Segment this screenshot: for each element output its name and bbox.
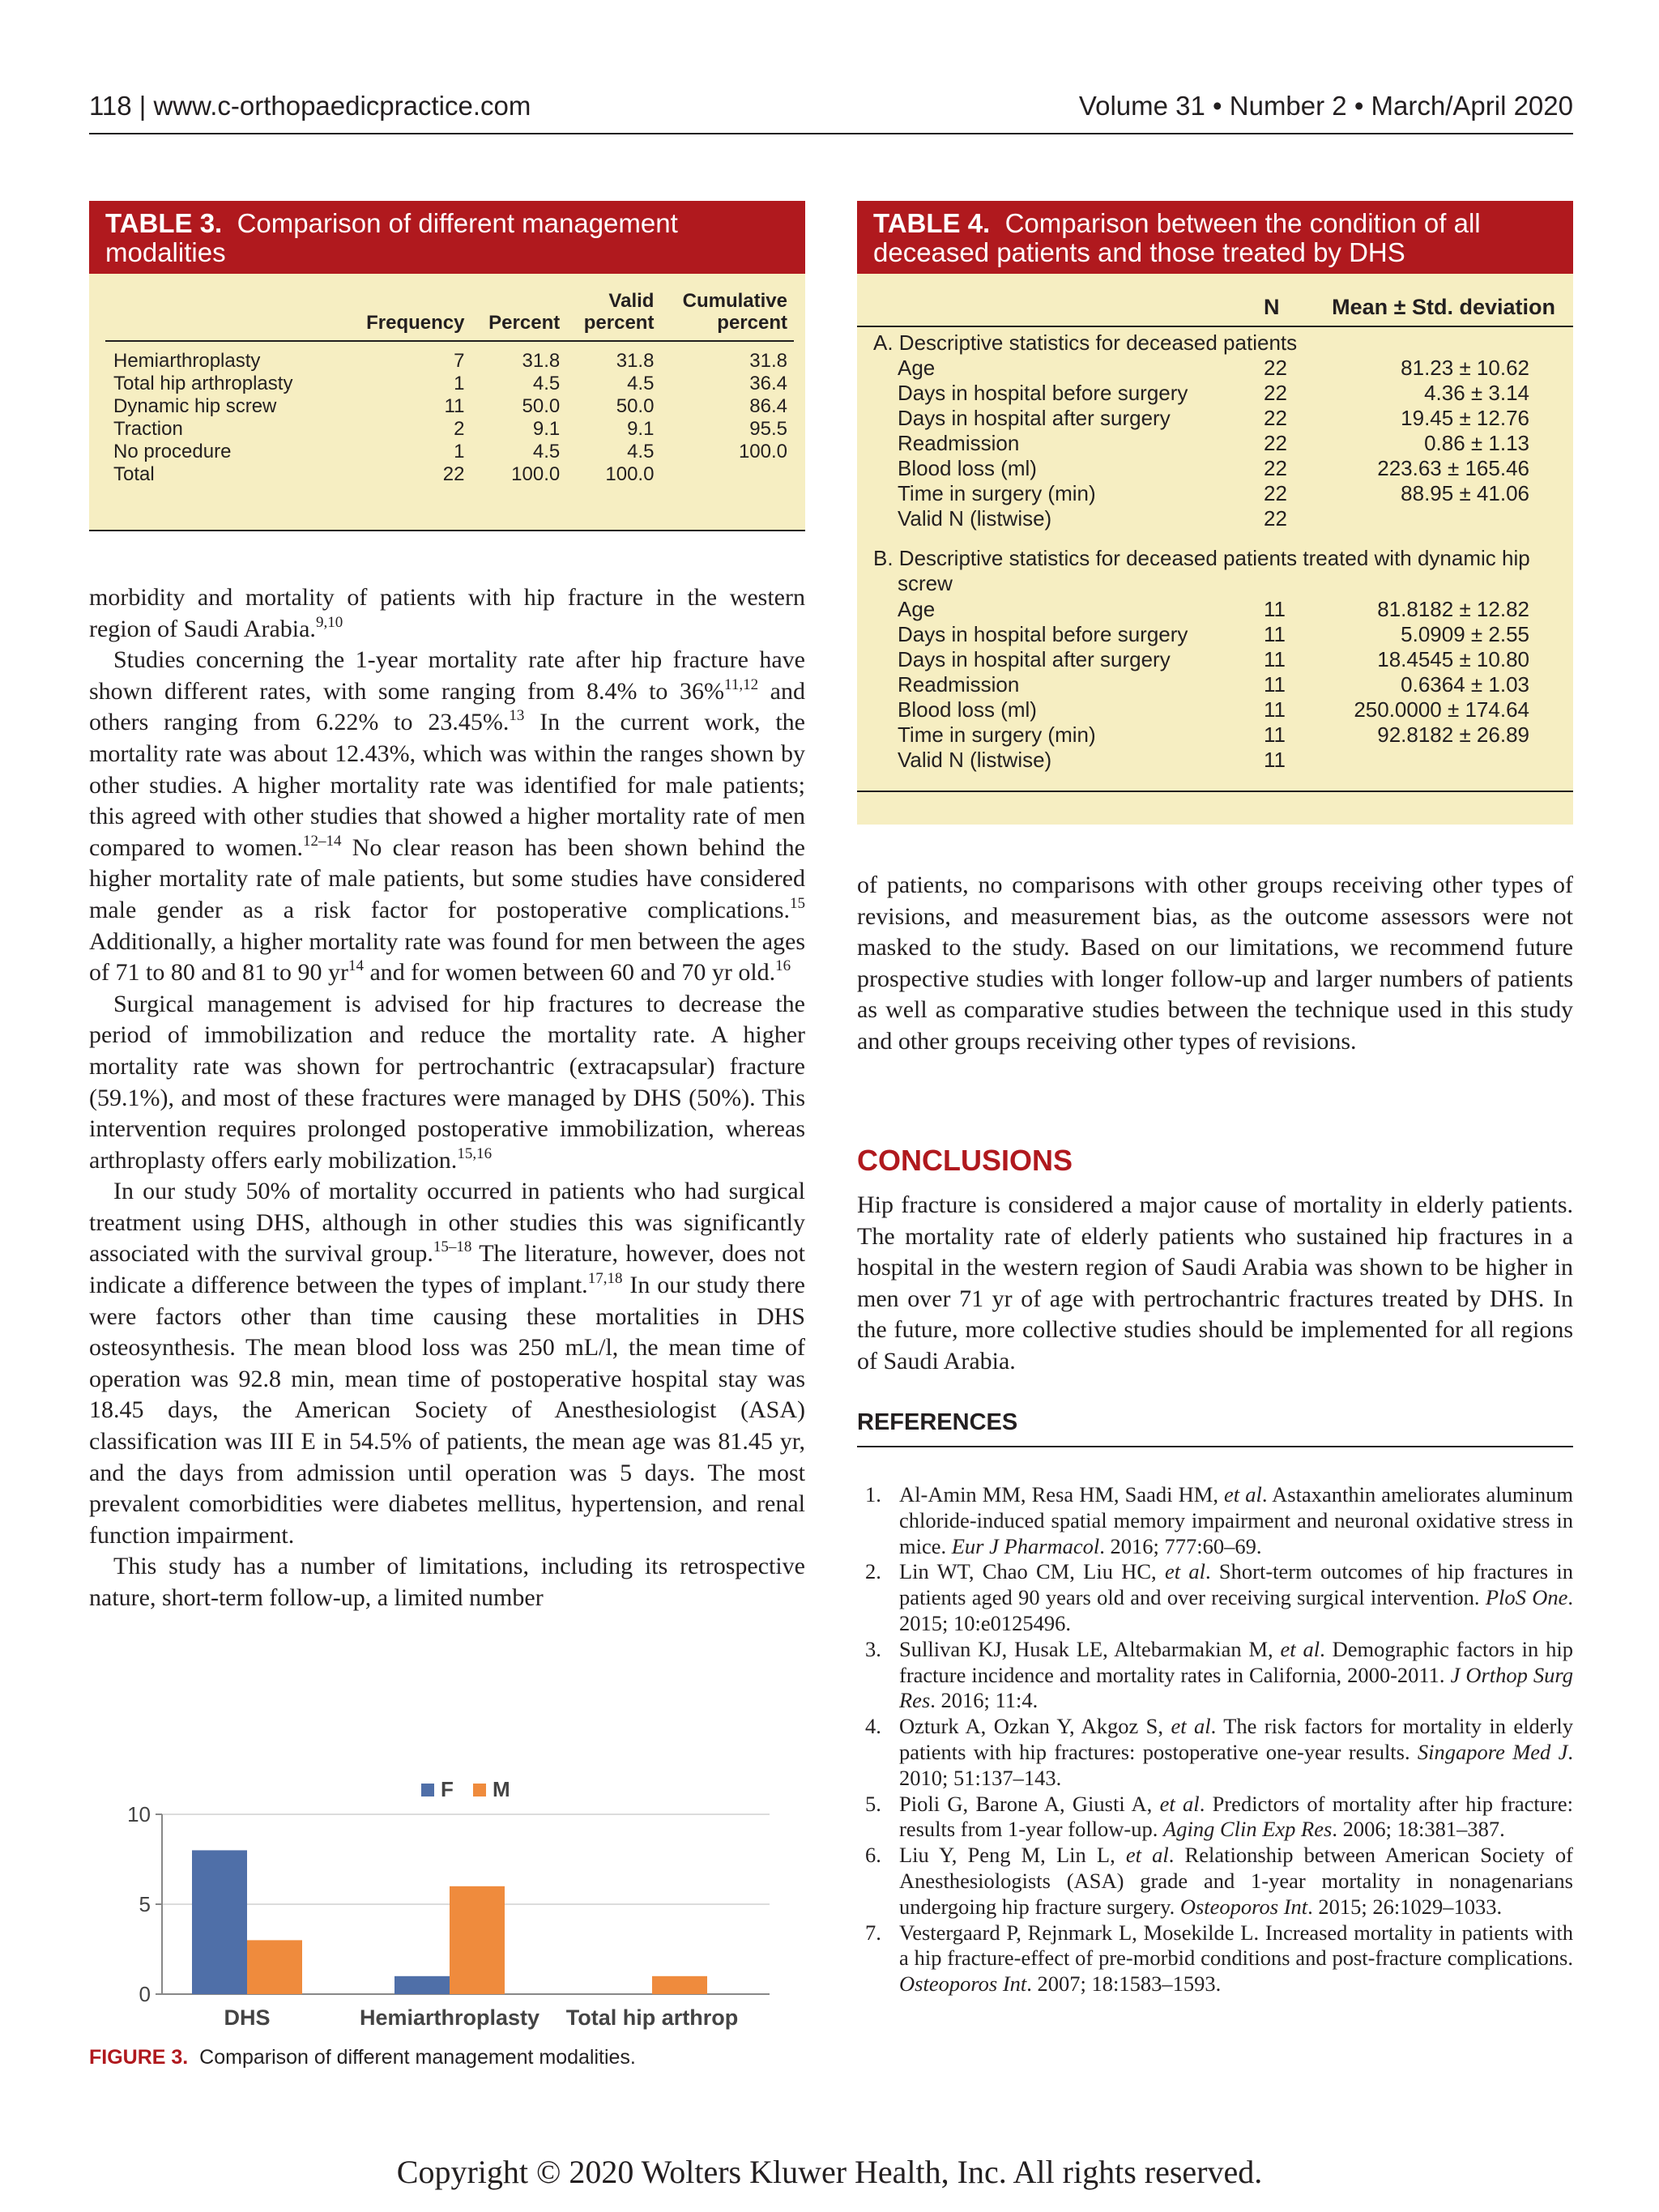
header-rule <box>89 133 1573 134</box>
chart-bars <box>192 1850 707 1994</box>
table-row-total: Total 22 100.0 100.0 <box>113 463 655 485</box>
reference-item: 1. Al-Amin MM, Resa HM, Saadi HM, et al. Astaxanthin ameliorates aluminum chloride-induced spatial memory impairment and neuronal oxidative stress in mice. Eur J Pharmacol. 2016; 777:60–69. <box>865 1482 1573 1558</box>
figure-3-label: FIGURE 3. <box>89 2046 189 2069</box>
col-percent: Percent <box>471 290 566 341</box>
table-row: Readmission 11 0.6364 ± 1.03 <box>898 672 1529 697</box>
reference-item: 6. Liu Y, Peng M, Lin L, et al. Relationship between American Society of Anesthesiologists (ASA) grade and 1-year mortality in nonagenarians undergoing hip fracture surgery. Osteoporos Int. 2015; 26:1029–1033. <box>865 1843 1573 1919</box>
y-tick-label: 0 <box>139 1982 151 2006</box>
figure-3-caption-text: Comparison of different management modalities. <box>199 2046 636 2069</box>
copyright-notice: Copyright © 2020 Wolters Kluwer Health, Inc. All rights reserved. <box>396 2154 1263 2190</box>
x-category-label: Total hip arthrop <box>565 2005 739 2030</box>
table-row: Days in hospital after surgery 22 19.45 ± 12.76 <box>898 406 1529 430</box>
y-tick-label: 10 <box>127 1802 151 1826</box>
chart-legend <box>421 1777 510 1801</box>
references-heading: REFERENCES <box>857 1409 1018 1435</box>
running-header <box>89 91 1573 131</box>
x-category-label: Hemiarthroplasty <box>359 2005 540 2030</box>
paragraph: Surgical management is advised for hip fractures to decrease the period of immobilization and reduce the mortality rate. A higher mortality rate was shown for pertrochantric (extracapsular) fracture (59.1%), and most of these fractures were managed by DHS (50%). This intervention requires prolonged postoperative immobilization, whereas arthroplasty offers early mobilization.$^{15,16}$ <box>89 990 805 1174</box>
table-row: Time in surgery (min) 22 88.95 ± 41.06 <box>898 481 1529 505</box>
bar-chart <box>89 1766 805 2033</box>
reference-item: 4. Ozturk A, Ozkan Y, Akgoz S, et al. The risk factors for mortality in elderly patients with hip fractures: postoperative one-year results. Singapore Med J. 2010; 51:137–143. <box>865 1714 1573 1790</box>
references-list <box>857 1482 1573 1997</box>
bar-m <box>652 1976 707 1994</box>
journal-issue: Volume 31 • Number 2 • March/April 2020 <box>1078 91 1573 121</box>
table-row: Blood loss (ml) 11 250.0000 ± 174.64 <box>898 697 1529 722</box>
figure-3-chart <box>89 1766 805 2033</box>
table-row: Valid N (listwise) 22 <box>898 506 1287 531</box>
table-header-row <box>105 290 794 341</box>
table-4-caption <box>857 201 1573 274</box>
table-row: Hemiarthroplasty 7 31.8 31.8 31.8 <box>113 350 787 372</box>
table-3 <box>89 201 805 531</box>
legend-label-f: F <box>441 1777 454 1801</box>
reference-item: 5. Pioli G, Barone A, Giusti A, et al. Predictors of mortality after hip fracture: results from 1-year follow-up. Aging Clin Exp Res. 2006; 18:381–387. <box>865 1791 1573 1842</box>
table-row: Time in surgery (min) 11 92.8182 ± 26.89 <box>898 722 1529 747</box>
legend-swatch-m <box>473 1784 486 1796</box>
table-3-bottom-rule <box>89 530 805 531</box>
table-header-row <box>857 288 1573 327</box>
reference-item: 2. Lin WT, Chao CM, Liu HC, et al. Short-term outcomes of hip fractures in patients aged 90 years old and over receiving surgical intervention. PloS One. 2015; 10:e0125496. <box>865 1559 1573 1635</box>
table-4 <box>857 201 1573 825</box>
paragraph: This study has a number of limitations, including its retrospective nature, short-term follow-up, a limited number <box>89 1553 805 1611</box>
table-4-label: TABLE 4. <box>873 208 991 238</box>
table-row: Total hip arthroplasty 1 4.5 4.5 36.4 <box>113 373 787 394</box>
table-4-bottom-rule <box>857 791 1573 792</box>
bar-m <box>450 1886 505 1994</box>
col-mean-sd: Mean ± Std. deviation <box>1332 295 1555 319</box>
y-tick-label: 5 <box>139 1892 151 1916</box>
table-row: Age 11 81.8182 ± 12.82 <box>898 597 1529 621</box>
table-row: Valid N (listwise) 11 <box>898 748 1286 772</box>
paragraph: morbidity and mortality of patients with hip fracture in the western region of Saudi Arabia.$^{9,10}$ <box>89 584 805 642</box>
table-4-title: Comparison between the condition of all deceased patients and those treated by DHS <box>873 208 1481 267</box>
legend-swatch-f <box>421 1784 434 1796</box>
conclusions-heading: CONCLUSIONS <box>857 1144 1073 1177</box>
section-b-heading: B. Descriptive statistics for deceased patients treated with dynamic hip screw <box>873 546 1530 595</box>
table-row: Readmission 22 0.86 ± 1.13 <box>898 431 1529 455</box>
col-valid-percent: Valid percent <box>566 290 660 341</box>
left-column-text <box>89 582 805 1614</box>
col-n: N <box>1264 295 1280 319</box>
table-3-label: TABLE 3. <box>105 208 223 238</box>
col-cumulative-percent: Cumulative percent <box>660 290 794 341</box>
table-row: Days in hospital before surgery 11 5.0909 ± 2.55 <box>898 622 1529 646</box>
paragraph: Studies concerning the 1-year mortality rate after hip fracture have shown different rates, with some ranging from 8.4% to 36%$^{11,12}$ and others ranging from 6.22% to 23.45%.$^{13}$ In the current work, the mortality rate was about 12.43%, which was within the ranges shown by other studies. A higher mortality rate was identified for male patients; this agreed with other studies that showed a higher mortality rate of men compared to women.$^{12-14}$ No clear reason has been shown behind the higher mortality rate of male patients, but some studies have considered male gender as a risk factor for postoperative complications.$^{15}$ Additionally, a higher mortality rate was found for men between the ages of 71 to 80 and 81 to 90 $yr^{14}$ and for women between 60 and 70 yr old.$^{16}$ <box>89 646 805 987</box>
paragraph: of patients, no comparisons with other groups receiving other types of revisions, and measurement bias, as the outcome assessors were not masked to the study. Based on our limitations, we recommend future prospective studies with longer follow-up and larger numbers of patients as well as comparative studies between the technique used in this study and other groups receiving other types of revisions. <box>857 872 1573 1055</box>
references-rule <box>857 1446 1573 1447</box>
table-row: No procedure 1 4.5 4.5 100.0 <box>113 441 787 462</box>
paragraph: Hip fracture is considered a major cause of mortality in elderly patients. The mortality rate of elderly patients who sustained hip fractures in a hospital in the western region of Saudi Arabia was shown to be higher in men over 71 yr of age with pertrochantric fractures treated by DHS. In the future, more collective studies should be implemented for all regions of Saudi Arabia. <box>857 1191 1573 1375</box>
reference-item: 3. Sullivan KJ, Husak LE, Altebarmakian M, et al. Demographic factors in hip fracture incidence and mortality rates in California, 2000-2011. J Orthop Surg Res. 2016; 11:4. <box>865 1636 1574 1713</box>
x-category-label: DHS <box>224 2005 271 2030</box>
table-3-grid <box>105 290 794 486</box>
section-a-heading: A. Descriptive statistics for deceased patients <box>873 330 1298 355</box>
right-column-text <box>857 870 1573 1058</box>
table-row: Days in hospital before surgery 22 4.36 ± 3.14 <box>898 381 1529 405</box>
table-row: Blood loss (ml) 22 223.63 ± 165.46 <box>898 456 1529 480</box>
table-row: Age 22 81.23 ± 10.62 <box>898 356 1529 380</box>
bar-m <box>247 1940 302 1994</box>
legend-label-m: M <box>493 1777 510 1801</box>
chart-x-labels <box>224 2005 738 2030</box>
table-row: Traction 2 9.1 9.1 95.5 <box>113 418 787 440</box>
conclusions-text <box>857 1190 1573 1378</box>
table-row: Days in hospital after surgery 11 18.4545 ± 10.80 <box>898 647 1529 671</box>
table-3-caption <box>89 201 805 274</box>
reference-item: 7. Vestergaard P, Rejnmark L, Mosekilde L. Increased mortality in patients with a hip fracture-effect of pre-morbid conditions and post-fracture complications. Osteoporos Int. 2007; 18:1583–1593. <box>865 1920 1573 1997</box>
col-frequency: Frequency <box>345 290 471 341</box>
paragraph: In our study 50% of mortality occurred in patients who had surgical treatment using DHS, although in other studies this was significantly associated with the survival group.$^{15-18}$ The literature, however, does not indicate a difference between the types of implant.$^{17,18}$ In our study there were factors other than time causing these mortalities in DHS osteosynthesis. The mean blood loss was 250 mL/l, the mean time of operation was 92.8 min, mean time of postoperative hospital stay was 18.45 days, the American Society of Anesthesiologist (ASA) classification was III E in 54.5% of patients, the mean age was 81.45 yr, and the days from admission until operation was 5 days. The most prevalent comorbidities were diabetes mellitus, hypertension, and renal function impairment. <box>89 1178 805 1549</box>
figure-3-caption <box>89 2046 636 2069</box>
bar-f <box>394 1976 450 1994</box>
chart-y-ticks <box>127 1802 151 2006</box>
bar-f <box>192 1850 247 1994</box>
table-row: Dynamic hip screw 11 50.0 50.0 86.4 <box>113 395 787 417</box>
page-number-url: 118 | www.c-orthopaedicpractice.com <box>89 91 531 121</box>
table-3-title: Comparison of different management modalities <box>105 208 678 267</box>
